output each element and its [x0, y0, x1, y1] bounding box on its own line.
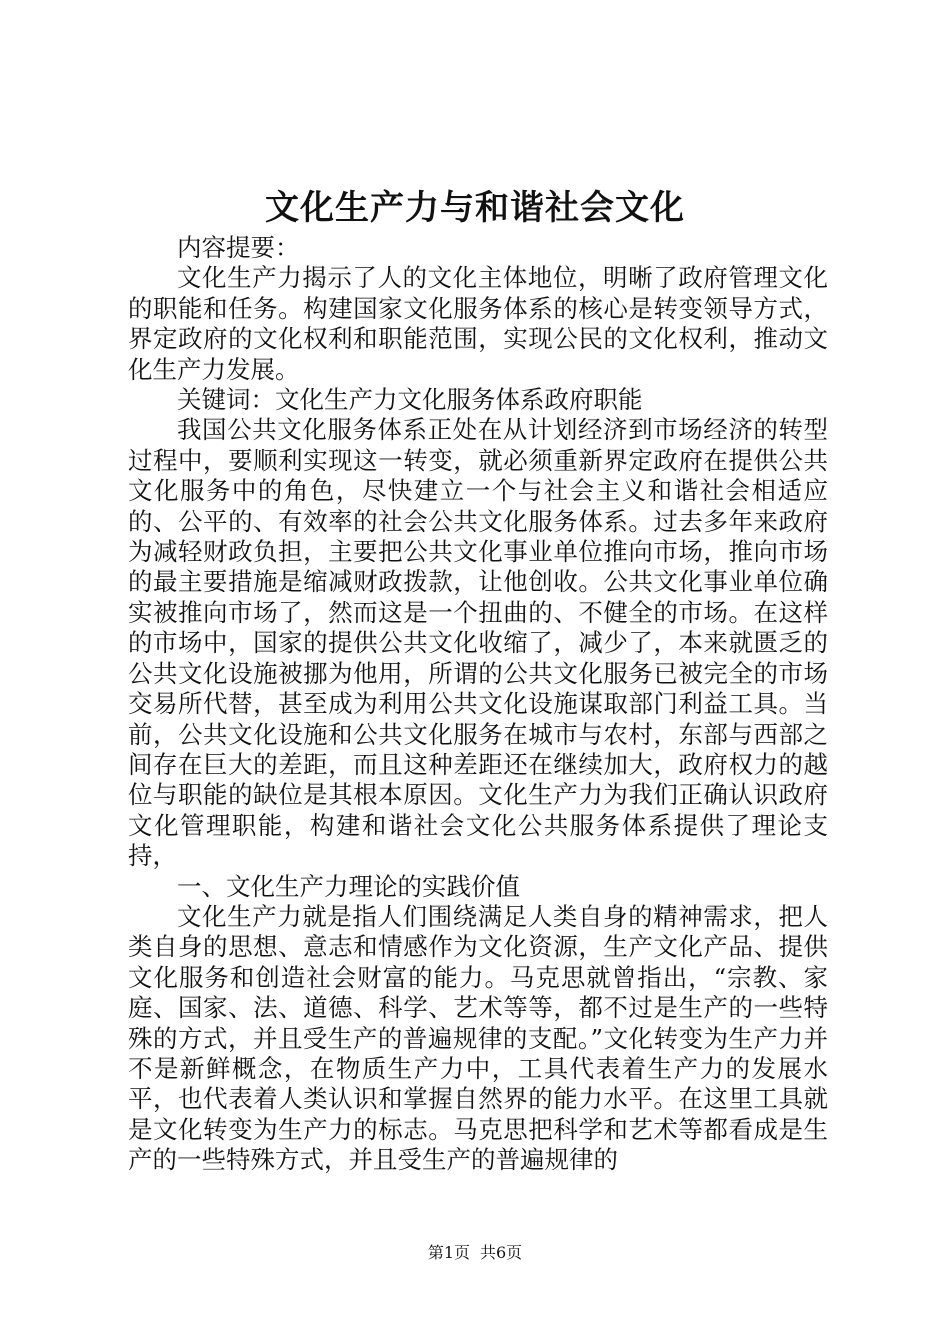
body-paragraph: 我国公共文化服务体系正处在从计划经济到市场经济的转型过程中，要顺利实现这一转变，就必须重新界定政府在提供公共文化服务中的角色，尽快建立一个与社会主义和谐社会相适应的、公平的、有效率的社会公共文化服务体系。过去多年来政府为减轻财政负担，主要把公共文化事业单位推向市场，推向市场的最主要措施是缩减财政拨款，让他创收。公共文化事业单位确实被推向市场了，然而这是一个扭曲的、不健全的市场。在这样的市场中，国家的提供公共文化收缩了，减少了，本来就匮乏的公共文化设施被挪为他用，所谓的公共文化服务已被完全的市场交易所代替，甚至成为利用公共文化设施谋取部门利益工具。当前，公共文化设施和公共文化服务在城市与农村，东部与西部之间存在巨大的差距，而且这种差距还在继续加大，政府权力的越位与职能的缺位是其根本原因。文化生产力为我们正确认识政府文化管理职能，构建和谐社会文化公共服务体系提供了理论支持，: [128, 415, 828, 871]
page-number: 第1页: [427, 1243, 470, 1262]
abstract-paragraph: 文化生产力揭示了人的文化主体地位，明晰了政府管理文化的职能和任务。构建国家文化服务体系的核心是转变领导方式，界定政府的文化权利和职能范围，实现公民的文化权利，推动文化生产力发展。: [128, 263, 828, 384]
abstract-heading: 内容提要：: [177, 233, 300, 262]
page-total: 共6页: [480, 1243, 523, 1262]
page-footer: [0, 1242, 950, 1264]
section-heading: 一、文化生产力理论的实践价值: [177, 871, 520, 901]
document-body: [128, 233, 828, 1176]
body-paragraph: 文化生产力就是指人们围绕满足人类自身的精神需求，把人类自身的思想、意志和情感作为文化资源，生产文化产品、提供文化服务和创造社会财富的能力。马克思就曾指出，“宗教、家庭、国家、法、道德、科学、艺术等等，都不过是生产的一些特殊的方式，并且受生产的普遍规律的支配。”文化转变为生产力并不是新鲜概念，在物质生产力中，工具代表着生产力的发展水平，也代表着人类认识和掌握自然界的能力水平。在这里工具就是文化转变为生产力的标志。马克思把科学和艺术等都看成是生产的一些特殊方式，并且受生产的普遍规律的: [128, 901, 828, 1175]
keywords-line: 关键词：文化生产力文化服务体系政府职能: [177, 385, 643, 415]
document-title: 文化生产力与和谐社会文化: [265, 188, 685, 228]
